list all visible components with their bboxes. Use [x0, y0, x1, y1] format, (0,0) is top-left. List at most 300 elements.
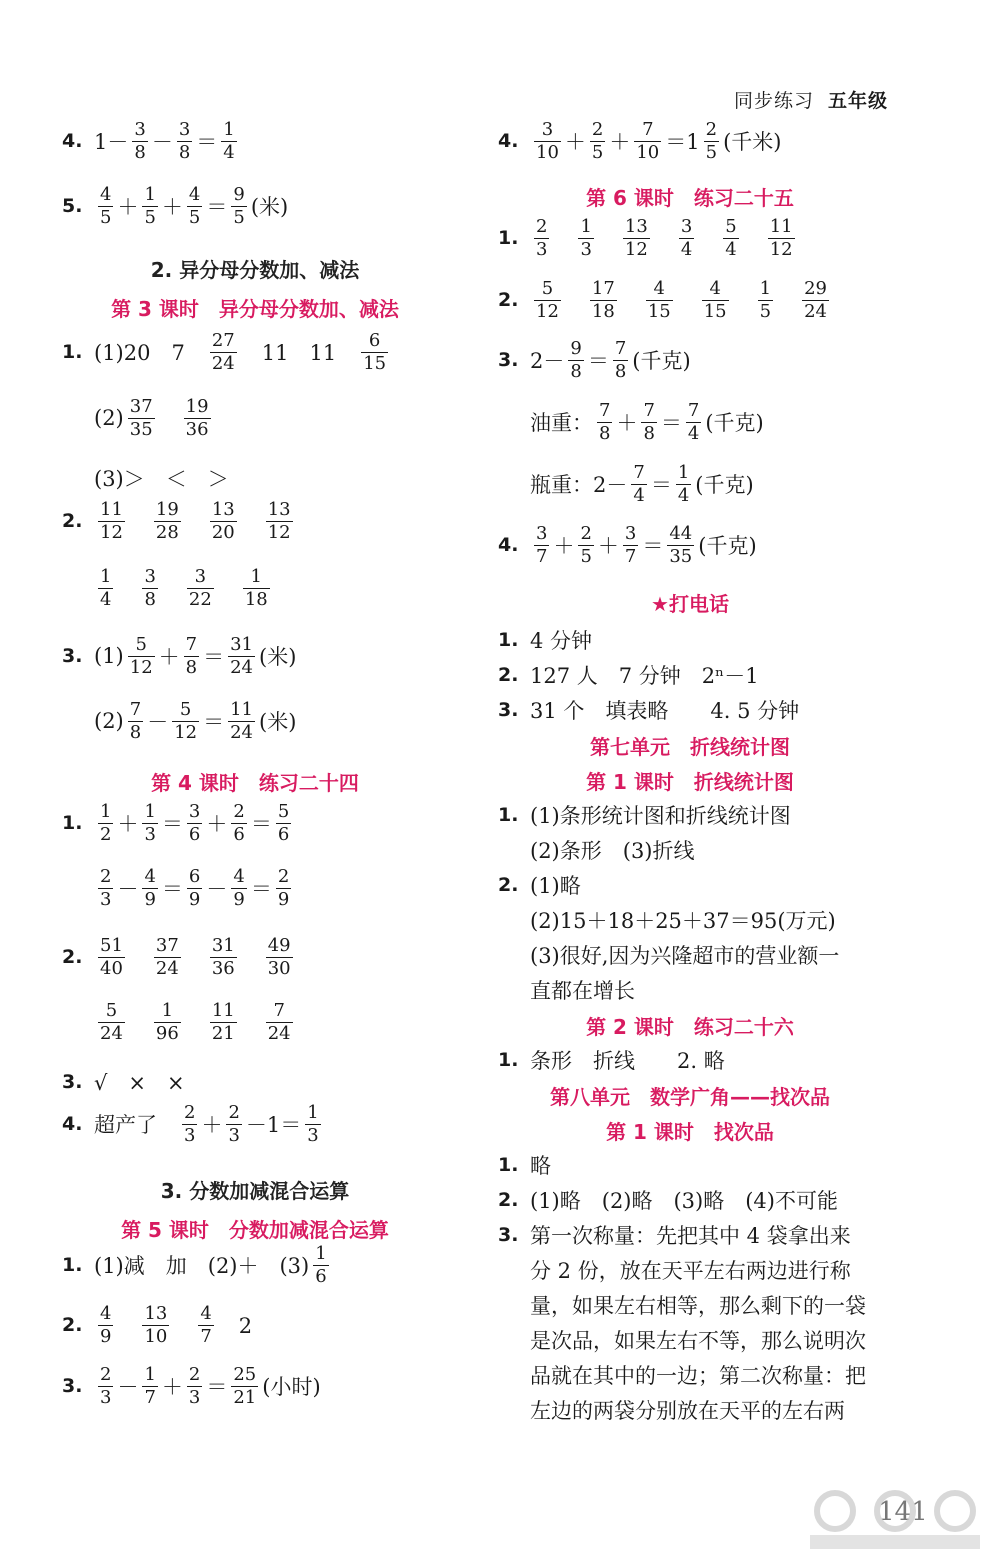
question-number: 4. — [62, 130, 83, 152]
question-number: 2. — [498, 664, 519, 686]
lesson-heading: 第 3 课时 异分母分数加、减法 — [111, 296, 399, 321]
text-run: (小时) — [262, 1375, 321, 1399]
question-number: 1. — [62, 341, 83, 363]
text-run: ＋ — [161, 195, 183, 219]
fraction — [534, 278, 561, 323]
question-number: 1. — [498, 1049, 519, 1071]
question-number: 2. — [498, 874, 519, 896]
fraction-denominator: 15 — [647, 300, 671, 322]
section-heading: 2. 异分母分数加、减法 — [150, 257, 360, 282]
fraction — [142, 566, 157, 611]
fraction-denominator: 40 — [100, 957, 123, 979]
text-run: (千米) — [723, 130, 782, 154]
fraction — [361, 330, 388, 375]
fraction — [142, 801, 157, 846]
lesson-heading: 第 1 课时 折线统计图 — [586, 769, 794, 794]
fraction-denominator: 5 — [100, 206, 112, 228]
fraction — [641, 400, 656, 445]
fraction-numerator: 31 — [230, 633, 254, 655]
answer-line — [498, 690, 799, 730]
text-run: (1)20 7 — [94, 341, 206, 365]
fraction-denominator: 36 — [211, 957, 235, 979]
fraction-denominator: 4 — [725, 238, 737, 260]
text-run: (米) — [259, 710, 297, 734]
question-number: 2. — [498, 289, 519, 311]
text-run: 11 11 — [240, 341, 358, 365]
text-run — [218, 573, 239, 603]
fraction-numerator: 13 — [144, 1302, 168, 1324]
text-run — [241, 1007, 262, 1037]
question-number: 3. — [62, 1071, 83, 1093]
question-number: 1. — [62, 1254, 83, 1276]
answer-line — [530, 1250, 851, 1290]
fraction-numerator: 25 — [233, 1363, 257, 1385]
question-number: 3. — [498, 699, 519, 721]
fraction — [98, 184, 113, 229]
fraction-numerator: 1 — [144, 1363, 156, 1385]
answer-line — [530, 391, 764, 453]
fraction-denominator: 8 — [570, 360, 582, 382]
fraction — [142, 184, 157, 229]
text-run: ＝ — [203, 710, 225, 734]
fraction-denominator: 6 — [315, 1265, 327, 1287]
answer-line — [530, 935, 839, 975]
fraction-denominator: 5 — [188, 206, 201, 228]
fraction-numerator: 3 — [536, 522, 548, 544]
fraction-denominator: 3 — [307, 1124, 319, 1146]
fraction-denominator: 5 — [580, 545, 592, 567]
header-grade: 五年级 — [827, 90, 888, 112]
fraction-numerator: 5 — [541, 277, 554, 299]
fraction — [187, 1364, 202, 1409]
fraction — [231, 866, 246, 911]
fraction-numerator: 19 — [155, 498, 179, 520]
question-number: 1. — [498, 227, 519, 249]
fraction-denominator: 8 — [643, 422, 655, 444]
fraction-numerator: 2 — [277, 865, 290, 887]
question-number: 2. — [62, 510, 83, 532]
fraction-numerator: 1 — [315, 1242, 327, 1264]
fraction-denominator: 4 — [687, 422, 700, 444]
fraction — [98, 801, 113, 846]
text-run: － — [206, 877, 228, 901]
fraction-numerator: 5 — [725, 215, 737, 237]
fraction-denominator: 36 — [185, 418, 209, 440]
answer-line — [94, 557, 274, 619]
fraction — [187, 801, 202, 846]
answer-line — [94, 857, 295, 919]
fraction-denominator: 3 — [144, 823, 156, 845]
text-run: (1)条形统计图和折线统计图 — [530, 804, 791, 828]
lesson-heading: 第 4 课时 练习二十四 — [151, 770, 359, 795]
text-run — [733, 285, 754, 315]
fraction-numerator: 5 — [179, 698, 192, 720]
answer-line — [94, 690, 296, 752]
fraction — [590, 278, 617, 323]
text-run — [654, 223, 675, 253]
fraction-numerator: 1 — [250, 565, 262, 587]
answer-line — [498, 514, 757, 576]
text-run — [743, 223, 764, 253]
fraction — [623, 216, 650, 261]
fraction-denominator: 10 — [536, 141, 559, 163]
fraction — [177, 119, 192, 164]
fraction-denominator: 8 — [129, 721, 142, 743]
text-run — [553, 223, 574, 253]
fraction — [578, 523, 593, 568]
answer-line — [498, 1180, 838, 1220]
fraction-numerator: 3 — [624, 522, 637, 544]
text-run: 油重： — [530, 411, 593, 435]
question-number: 4. — [498, 130, 519, 152]
fraction-denominator: 9 — [100, 1325, 112, 1347]
watermark-logo — [800, 1483, 990, 1553]
fraction — [128, 699, 143, 744]
fraction — [231, 1364, 258, 1409]
fraction-denominator: 7 — [200, 1325, 212, 1347]
fraction — [313, 1243, 328, 1288]
fraction — [228, 699, 255, 744]
text-run — [565, 285, 586, 315]
fraction — [534, 216, 549, 261]
fraction-numerator: 7 — [614, 337, 627, 359]
fraction-numerator: 5 — [135, 633, 147, 655]
answer-line — [498, 110, 781, 172]
fraction-denominator: 5 — [233, 206, 245, 228]
text-run — [185, 506, 206, 536]
fraction-numerator: 4 — [200, 1302, 212, 1324]
fraction-denominator: 8 — [185, 656, 198, 678]
text-run: (2) — [94, 709, 124, 733]
text-run — [777, 285, 798, 315]
text-run: ＋ — [616, 411, 638, 435]
fraction-numerator: 5 — [277, 800, 290, 822]
answer-line — [62, 1294, 252, 1356]
fraction-numerator: 11 — [230, 698, 254, 720]
text-run: 略 — [530, 1154, 551, 1178]
fraction-denominator: 3 — [536, 238, 548, 260]
fraction-numerator: 1 — [144, 183, 156, 205]
lesson-heading: 第 6 课时 练习二十五 — [586, 185, 794, 210]
fraction-denominator: 12 — [536, 300, 559, 322]
text-run: 4 分钟 — [530, 629, 593, 653]
text-run: (米) — [259, 645, 297, 669]
fraction-denominator: 35 — [129, 418, 153, 440]
answer-line — [62, 321, 392, 383]
fraction — [210, 935, 237, 980]
fraction — [154, 935, 181, 980]
fraction-numerator: 7 — [185, 633, 198, 655]
fraction — [98, 935, 125, 980]
fraction-numerator: 37 — [155, 934, 179, 956]
text-run — [185, 1007, 206, 1037]
text-run: (1)略 — [530, 874, 581, 898]
text-run: ＋ — [117, 812, 139, 836]
fraction-numerator: 11 — [769, 215, 793, 237]
fraction-denominator: 10 — [144, 1325, 168, 1347]
fraction-numerator: 2 — [228, 1101, 240, 1123]
fraction — [667, 523, 694, 568]
fraction — [154, 1000, 181, 1045]
text-run: － — [151, 130, 173, 154]
answer-line — [498, 795, 791, 835]
answer-line — [530, 1285, 866, 1325]
lesson-heading: 第八单元 数学广角——找次品 — [550, 1084, 830, 1109]
fraction-denominator: 4 — [633, 484, 645, 506]
text-run — [129, 942, 150, 972]
fraction-numerator: 6 — [188, 865, 201, 887]
text-run — [129, 1007, 150, 1037]
fraction — [634, 119, 661, 164]
text-run — [159, 403, 180, 433]
question-number: 5. — [62, 195, 83, 217]
fraction-numerator: 2 — [591, 118, 604, 140]
fraction — [228, 634, 255, 679]
fraction-denominator: 8 — [178, 141, 191, 163]
fraction-denominator: 18 — [244, 588, 268, 610]
fraction — [210, 499, 237, 544]
fraction-denominator: 30 — [267, 957, 291, 979]
fraction-denominator: 8 — [144, 588, 156, 610]
fraction-denominator: 4 — [680, 238, 693, 260]
fraction — [578, 216, 593, 261]
fraction — [631, 462, 646, 507]
answer-line — [62, 175, 288, 237]
answer-line — [94, 991, 297, 1053]
fraction-numerator: 1 — [100, 565, 112, 587]
fraction-denominator: 24 — [155, 957, 179, 979]
text-run — [598, 223, 619, 253]
answer-line — [498, 329, 691, 391]
fraction-denominator: 24 — [267, 1022, 291, 1044]
text-run: (3)＞ ＜ ＞ — [94, 467, 229, 491]
text-run: (2)条形 (3)折线 — [530, 839, 695, 863]
text-run: ＝1 — [665, 130, 700, 154]
lesson-heading: 第 5 课时 分数加减混合运算 — [121, 1217, 389, 1242]
fraction — [172, 699, 199, 744]
fraction-numerator: 1 — [223, 118, 235, 140]
question-number: 4. — [62, 1113, 83, 1135]
fraction-denominator: 24 — [804, 300, 827, 322]
fraction-numerator: 3 — [134, 118, 146, 140]
text-run: ＝ — [196, 130, 218, 154]
answer-line — [530, 900, 836, 940]
fraction-numerator: 31 — [211, 934, 235, 956]
fraction-denominator: 12 — [100, 521, 123, 543]
text-run: 127 人 7 分钟 2ⁿ－1 — [530, 664, 759, 688]
text-run: － — [117, 1375, 139, 1399]
fraction-numerator: 3 — [144, 565, 156, 587]
fraction — [266, 499, 293, 544]
fraction-denominator: 9 — [233, 888, 245, 910]
fraction-denominator: 15 — [363, 352, 387, 374]
fraction — [128, 634, 155, 679]
fraction-denominator: 24 — [230, 721, 254, 743]
fraction — [266, 1000, 293, 1045]
text-run: (千克) — [705, 411, 764, 435]
text-run: (3)很好,因为兴隆超市的营业额一 — [530, 944, 840, 968]
fraction-denominator: 9 — [277, 888, 290, 910]
text-run: 2－ — [530, 349, 565, 373]
fraction — [98, 866, 113, 911]
fraction-numerator: 3 — [194, 565, 207, 587]
lesson-heading: 第 2 课时 练习二十六 — [586, 1014, 794, 1039]
fraction-numerator: 4 — [709, 277, 721, 299]
text-run — [677, 285, 698, 315]
question-number: 1. — [498, 1154, 519, 1176]
question-number: 1. — [498, 629, 519, 651]
text-run: 2 — [217, 1314, 253, 1338]
text-run — [117, 573, 138, 603]
question-number: 1. — [62, 812, 83, 834]
fraction-numerator: 1 — [144, 800, 156, 822]
fraction — [568, 338, 583, 383]
fraction — [266, 935, 293, 980]
text-run: ＝ — [660, 411, 682, 435]
fraction-numerator: 7 — [129, 698, 142, 720]
fraction-numerator: 1 — [161, 999, 174, 1021]
fraction-numerator: 1 — [307, 1101, 319, 1123]
fraction — [132, 119, 147, 164]
fraction-numerator: 1 — [677, 461, 690, 483]
fraction-numerator: 5 — [105, 999, 118, 1021]
text-run — [241, 942, 262, 972]
text-run: ＝ — [250, 877, 272, 901]
fraction-denominator: 4 — [223, 141, 235, 163]
text-run: (2) — [94, 406, 124, 430]
fraction — [98, 1364, 113, 1409]
fraction-denominator: 12 — [129, 656, 153, 678]
fraction — [184, 396, 211, 441]
fraction — [221, 119, 236, 164]
fraction-numerator: 3 — [178, 118, 191, 140]
fraction-denominator: 4 — [677, 484, 690, 506]
fraction — [210, 330, 237, 375]
fraction-denominator: 2 — [100, 823, 112, 845]
fraction-denominator: 8 — [134, 141, 146, 163]
fraction — [98, 1303, 113, 1348]
question-number: 4. — [498, 534, 519, 556]
text-run — [698, 223, 719, 253]
fraction-denominator: 8 — [599, 422, 611, 444]
fraction-denominator: 9 — [188, 888, 201, 910]
answer-line — [62, 625, 296, 687]
fraction — [231, 184, 246, 229]
fraction-denominator: 5 — [591, 141, 604, 163]
text-run: － — [147, 710, 169, 734]
fraction-denominator: 3 — [184, 1124, 196, 1146]
fraction-numerator: 9 — [233, 183, 245, 205]
text-run: 是次品，如果左右不等，那么说明次 — [530, 1329, 866, 1353]
fraction — [676, 462, 691, 507]
fraction-denominator: 21 — [233, 1386, 257, 1408]
fraction-denominator: 9 — [144, 888, 156, 910]
fraction-denominator: 3 — [188, 1386, 201, 1408]
fraction-denominator: 35 — [669, 545, 693, 567]
fraction-denominator: 15 — [703, 300, 727, 322]
text-run: (千克) — [698, 534, 757, 558]
fraction-denominator: 24 — [230, 656, 254, 678]
fraction-numerator: 13 — [267, 498, 291, 520]
fraction — [613, 338, 628, 383]
fraction-denominator: 5 — [144, 206, 156, 228]
answer-line — [530, 1355, 866, 1395]
fraction — [679, 216, 694, 261]
answer-line — [62, 1355, 321, 1417]
fraction-denominator: 3 — [100, 888, 112, 910]
fraction-denominator: 28 — [155, 521, 179, 543]
fraction-numerator: 4 — [188, 183, 201, 205]
section-heading: 3. 分数加减混合运算 — [160, 1178, 350, 1203]
answer-line — [62, 110, 241, 172]
text-run: ＝ — [161, 812, 183, 836]
fraction — [758, 278, 773, 323]
fraction-numerator: 13 — [211, 498, 235, 520]
lesson-heading: 第七单元 折线统计图 — [590, 734, 790, 759]
text-run — [241, 506, 262, 536]
fraction — [646, 278, 673, 323]
answer-line — [498, 655, 759, 695]
fraction — [802, 278, 829, 323]
fraction-numerator: 7 — [643, 399, 655, 421]
text-run: ＝ — [203, 645, 225, 669]
fraction — [98, 499, 125, 544]
fraction-denominator: 7 — [624, 545, 637, 567]
page-number: 141 — [878, 1497, 928, 1527]
fraction-numerator: 11 — [211, 999, 235, 1021]
answer-line — [62, 792, 295, 854]
fraction-numerator: 4 — [144, 865, 156, 887]
fraction — [534, 523, 549, 568]
fraction-numerator: 29 — [804, 277, 827, 299]
text-run: (千克) — [632, 349, 691, 373]
text-run — [117, 1310, 138, 1340]
text-run: ＋ — [553, 534, 575, 558]
answer-line — [498, 269, 833, 331]
answer-line — [62, 926, 297, 988]
text-run — [162, 573, 183, 603]
fraction — [187, 566, 214, 611]
fraction-denominator: 20 — [211, 521, 235, 543]
fraction-numerator: 49 — [267, 934, 291, 956]
fraction — [187, 866, 202, 911]
fraction-numerator: 11 — [100, 498, 123, 520]
text-run: ＋ — [609, 130, 631, 154]
fraction — [154, 499, 181, 544]
text-run: ＝ — [206, 195, 228, 219]
fraction — [243, 566, 270, 611]
fraction-denominator: 24 — [100, 1022, 123, 1044]
answer-line — [530, 1320, 866, 1360]
text-run: ＋ — [201, 1113, 223, 1137]
fraction-numerator: 2 — [100, 1363, 112, 1385]
fraction-denominator: 24 — [211, 352, 235, 374]
text-run: ＋ — [117, 195, 139, 219]
fraction-numerator: 2 — [100, 865, 112, 887]
question-number: 1. — [498, 804, 519, 826]
fraction — [128, 396, 155, 441]
answer-line — [62, 490, 297, 552]
fraction — [198, 1303, 213, 1348]
question-number: 3. — [498, 349, 519, 371]
text-run: ＋ — [158, 645, 180, 669]
fraction — [98, 1000, 125, 1045]
text-run: (2)15＋18＋25＋37＝95(万元) — [530, 909, 836, 933]
fraction-denominator: 3 — [100, 1386, 112, 1408]
fraction — [231, 801, 246, 846]
fraction-numerator: 2 — [233, 800, 245, 822]
fraction-denominator: 3 — [228, 1124, 240, 1146]
